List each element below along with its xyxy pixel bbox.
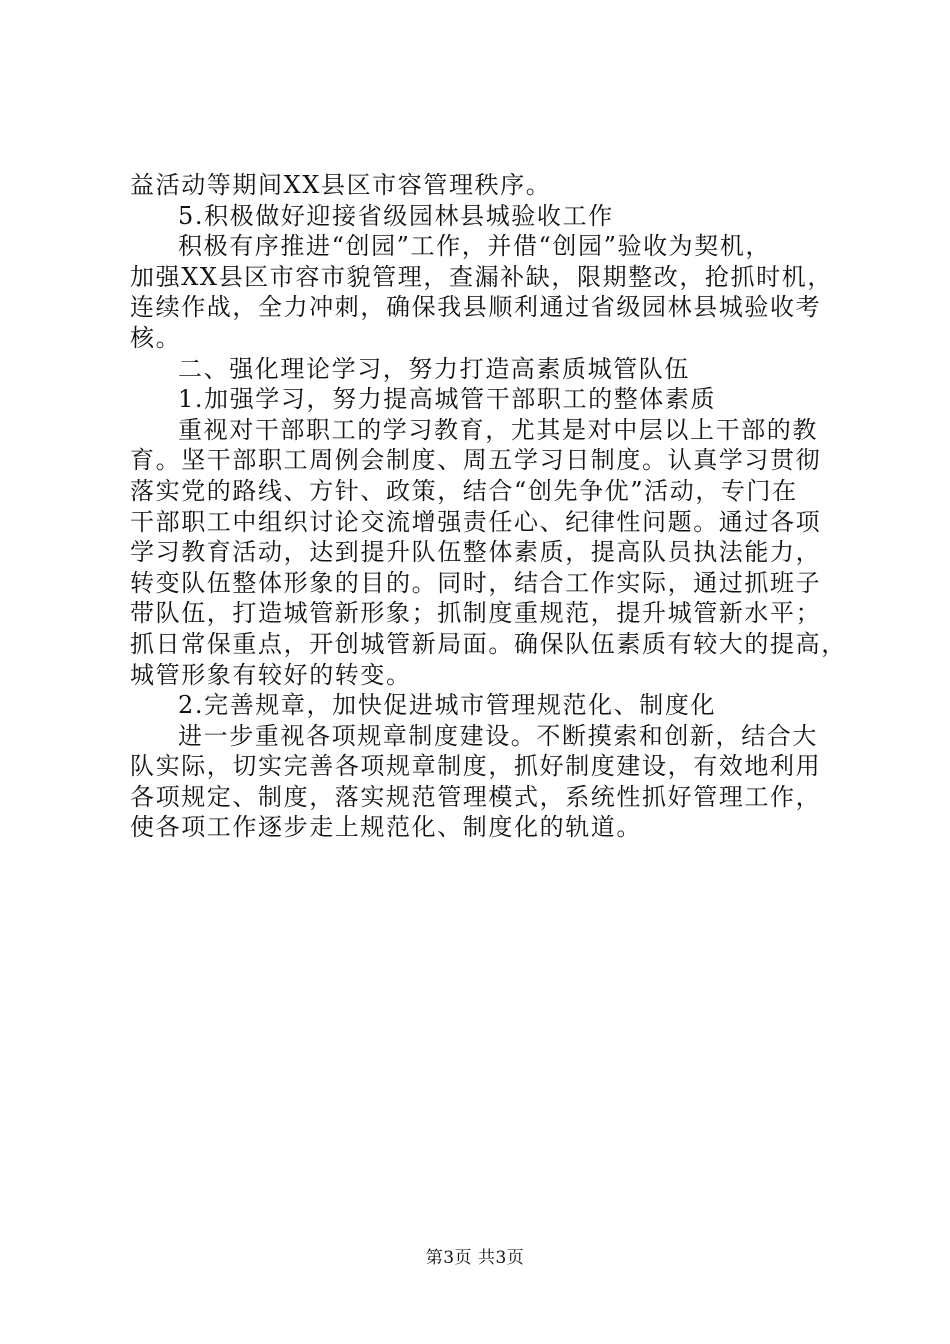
paragraph-line: 队实际，切实完善各项规章制度，抓好制度建设，有效地利用 (130, 752, 822, 781)
paragraph-line: 益活动等期间XX县区市容管理秩序。 (130, 171, 552, 199)
paragraph-line: 核。 (130, 323, 182, 352)
section-heading: 二、强化理论学习，努力打造高素质城管队伍 (178, 354, 690, 383)
paragraph-line: 连续作战，全力冲刺，确保我县顺利通过省级园林县城验收考 (130, 293, 822, 322)
document-body (130, 170, 850, 843)
paragraph-line: 育。坚干部职工周例会制度、周五学习日制度。认真学习贯彻 (130, 446, 822, 475)
paragraph-line: 使各项工作逐步走上规范化、制度化的轨道。 (130, 813, 642, 842)
paragraph-line: 带队伍，打造城管新形象；抓制度重规范，提升城管新水平； (130, 599, 822, 628)
section-heading: 1.加强学习，努力提高城管干部职工的整体素质 (178, 385, 717, 414)
paragraph-line: 积极有序推进“创园”工作，并借“创园”验收为契机， (178, 232, 772, 261)
page-number-footer: 第3页 共3页 (425, 1248, 525, 1268)
paragraph-line: 重视对干部职工的学习教育，尤其是对中层以上干部的教 (178, 415, 818, 444)
paragraph-line: 学习教育活动，达到提升队伍整体素质，提高队员执法能力， (130, 538, 822, 567)
paragraph-line: 转变队伍整体形象的目的。同时，结合工作实际，通过抓班子 (130, 568, 822, 597)
section-heading: 5.积极做好迎接省级园林县城验收工作 (178, 201, 614, 230)
paragraph-line: 落实党的路线、方针、政策，结合“创先争优”活动，专门在 (130, 476, 798, 505)
paragraph-line: 干部职工中组织讨论交流增强责任心、纪律性问题。通过各项 (130, 507, 822, 536)
paragraph-line: 抓日常保重点，开创城管新局面。确保队伍素质有较大的提高， (130, 629, 847, 658)
paragraph-line: 各项规定、制度，落实规范管理模式，系统性抓好管理工作， (130, 782, 822, 811)
paragraph-line: 加强XX县区市容市貌管理，查漏补缺，限期整改，抢抓时机， (130, 262, 833, 291)
section-heading: 2.完善规章，加快促进城市管理规范化、制度化 (178, 691, 717, 720)
paragraph-line: 进一步重视各项规章制度建设。不断摸索和创新，结合大 (178, 721, 818, 750)
paragraph-line: 城管形象有较好的转变。 (130, 660, 412, 689)
